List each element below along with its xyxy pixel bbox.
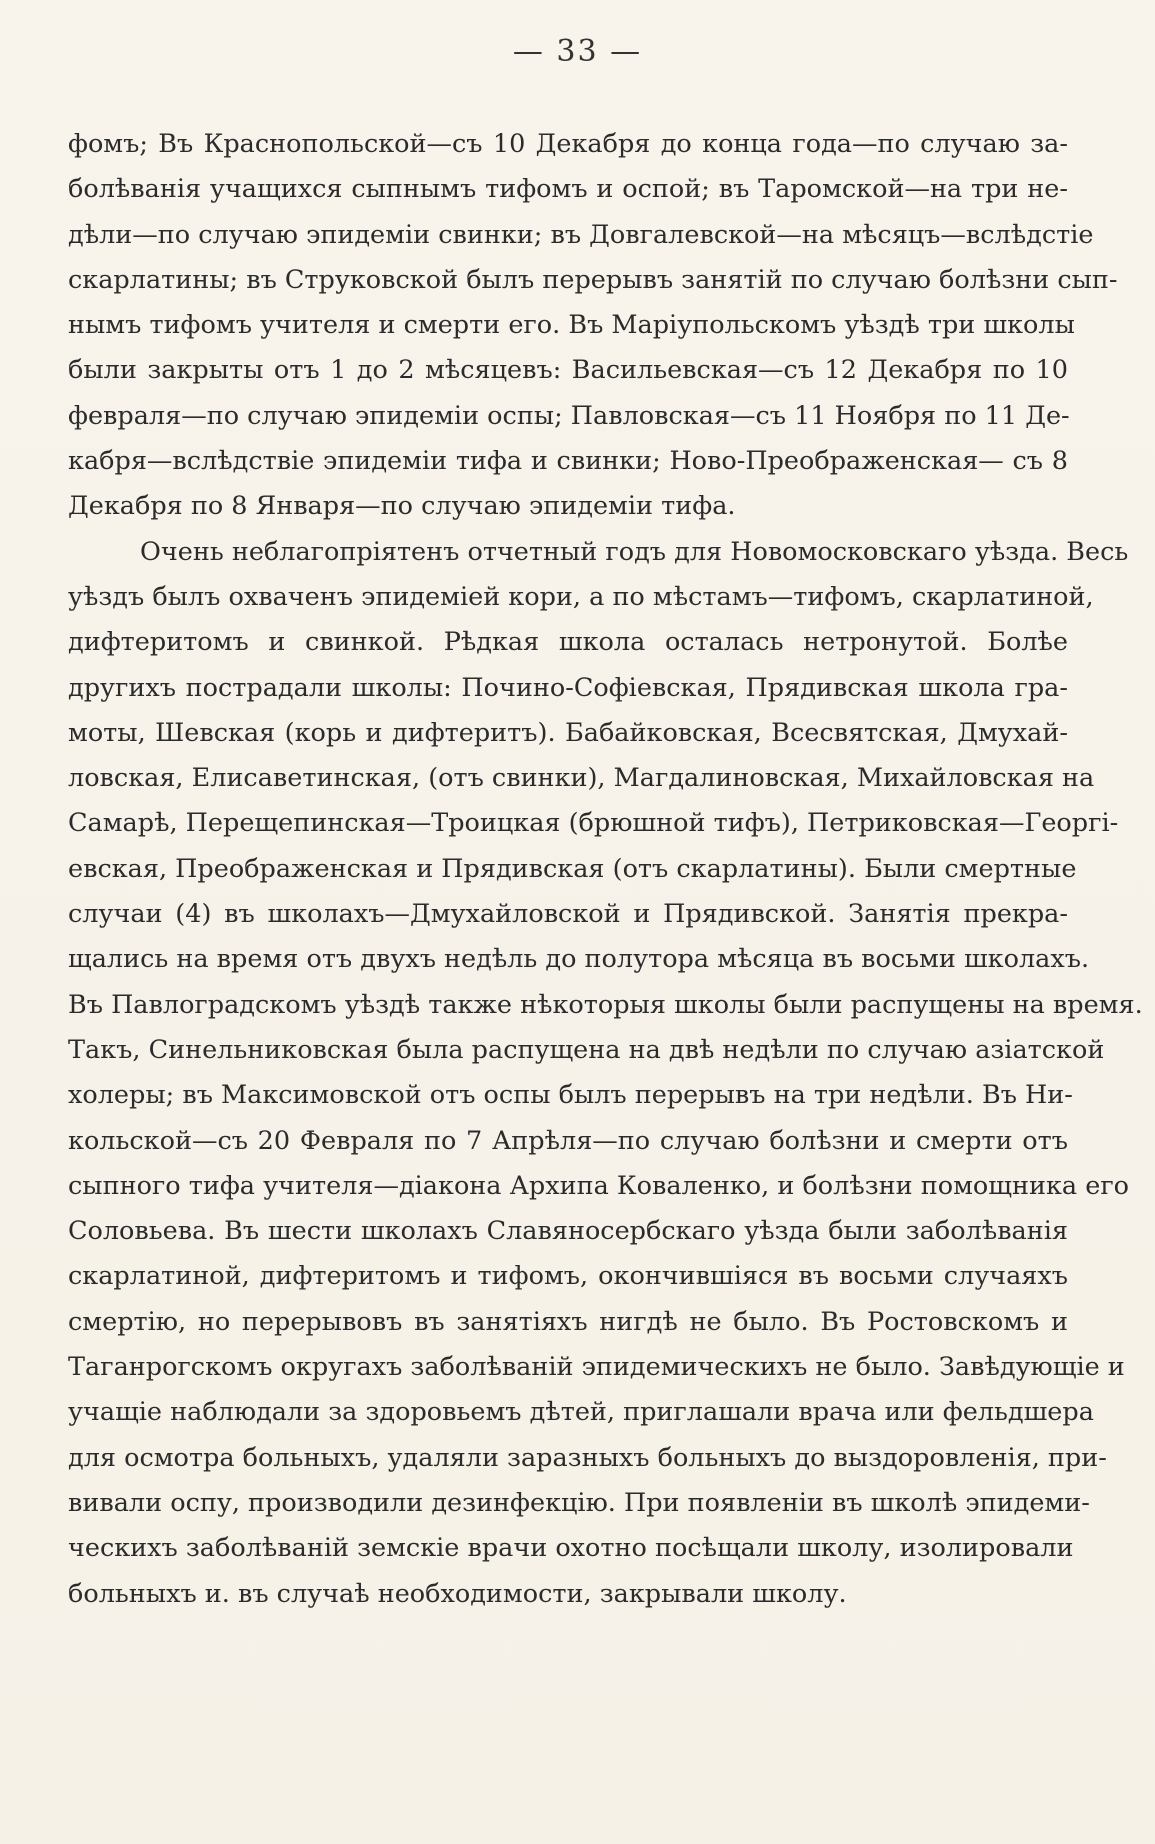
text-line: смертію, но перерывовъ въ занятіяхъ нигдѣ не было. Въ Ростовскомъ и [68, 1306, 1068, 1337]
text-line: кольской—съ 20 Февраля по 7 Апрѣля—по случаю болѣзни и смерти отъ [68, 1125, 1068, 1156]
body-text [68, 122, 1143, 1617]
text-line: учащіе наблюдали за здоровьемъ дѣтей, приглашали врача или фельдшера [68, 1397, 1094, 1428]
text-line: для осмотра больныхъ, удаляли заразныхъ больныхъ до выздоровленія, при- [68, 1442, 1107, 1473]
text-line: случаи (4) въ школахъ—Дмухайловской и Прядивской. Занятія прекра- [68, 899, 1068, 930]
text-line: другихъ пострадали школы: Почино-Софіевская, Прядивская школа гра- [68, 672, 1068, 703]
text-line: болѣванія учащихся сыпнымъ тифомъ и оспой; въ Таромской—на три не- [68, 174, 1068, 205]
text-line: ческихъ заболѣваній земскіе врачи охотно посѣщали школу, изолировали [68, 1533, 1074, 1564]
text-line: дифтеритомъ и свинкой. Рѣдкая школа осталась нетронутой. Болѣе [68, 627, 1068, 658]
text-line: Въ Павлоградскомъ уѣздѣ также нѣкоторыя школы были распущены на время. [68, 989, 1143, 1020]
text-line: холеры; въ Максимовской отъ оспы былъ перерывъ на три недѣли. Въ Ни- [68, 1080, 1073, 1111]
text-line: сыпного тифа учителя—діакона Архипа Коваленко, и болѣзни помощника его [68, 1170, 1130, 1201]
text-line: Такъ, Синельниковская была распущена на двѣ недѣли по случаю азіатской [68, 1034, 1105, 1065]
text-line: больныхъ и. въ случаѣ необходимости, закрывали школу. [68, 1578, 847, 1609]
text-line: моты, Шевская (корь и дифтеритъ). Бабайковская, Всесвятская, Дмухай- [68, 717, 1068, 748]
text-line: ловская, Елисаветинская, (отъ свинки), Магдалиновская, Михайловская на [68, 763, 1095, 794]
text-line: Соловьева. Въ шести школахъ Славяносербскаго уѣзда были заболѣванія [68, 1216, 1068, 1247]
text-line: евская, Преображенская и Прядивская (отъ скарлатины). Были смертные [68, 853, 1077, 884]
text-line: Очень неблагопріятенъ отчетный годъ для Новомосковскаго уѣзда. Весь [140, 536, 1129, 567]
text-line: щались на время отъ двухъ недѣль до полутора мѣсяца въ восьми школахъ. [68, 944, 1090, 975]
text-line: кабря—вслѣдствіе эпидеміи тифа и свинки; Ново-Преображенская— съ 8 [68, 446, 1068, 477]
text-line: Декабря по 8 Января—по случаю эпидеміи тифа. [68, 491, 736, 522]
text-line: уѣздъ былъ охваченъ эпидеміей кори, а по мѣстамъ—тифомъ, скарлатиной, [68, 581, 1094, 612]
text-line: фомъ; Въ Краснопольской—съ 10 Декабря до конца года—по случаю за- [68, 129, 1068, 159]
text-line: были закрыты отъ 1 до 2 мѣсяцевъ: Васильевская—съ 12 Декабря по 10 [68, 355, 1068, 386]
text-line: скарлатиной, дифтеритомъ и тифомъ, окончившіяся въ восьми случаяхъ [68, 1261, 1068, 1292]
text-line: февраля—по случаю эпидеміи оспы; Павловская—съ 11 Ноября по 11 Де- [68, 400, 1070, 431]
text-line: Таганрогскомъ округахъ заболѣваній эпидемическихъ не было. Завѣдующіе и [68, 1352, 1125, 1383]
text-line: нымъ тифомъ учителя и смерти его. Въ Маріупольскомъ уѣздѣ три школы [68, 310, 1075, 341]
text-line: дѣли—по случаю эпидеміи свинки; въ Довгалевской—на мѣсяцъ—вслѣдстіе [68, 219, 1094, 250]
page-number: — 33 — [512, 34, 643, 69]
text-line: Самарѣ, Перещепинская—Троицкая (брюшной тифъ), Петриковская—Георгі- [68, 808, 1119, 839]
text-line: скарлатины; въ Струковской былъ перерывъ занятій по случаю болѣзни сып- [68, 264, 1118, 295]
text-line: вивали оспу, производили дезинфекцію. При появленіи въ школѣ эпидеми- [68, 1487, 1090, 1518]
